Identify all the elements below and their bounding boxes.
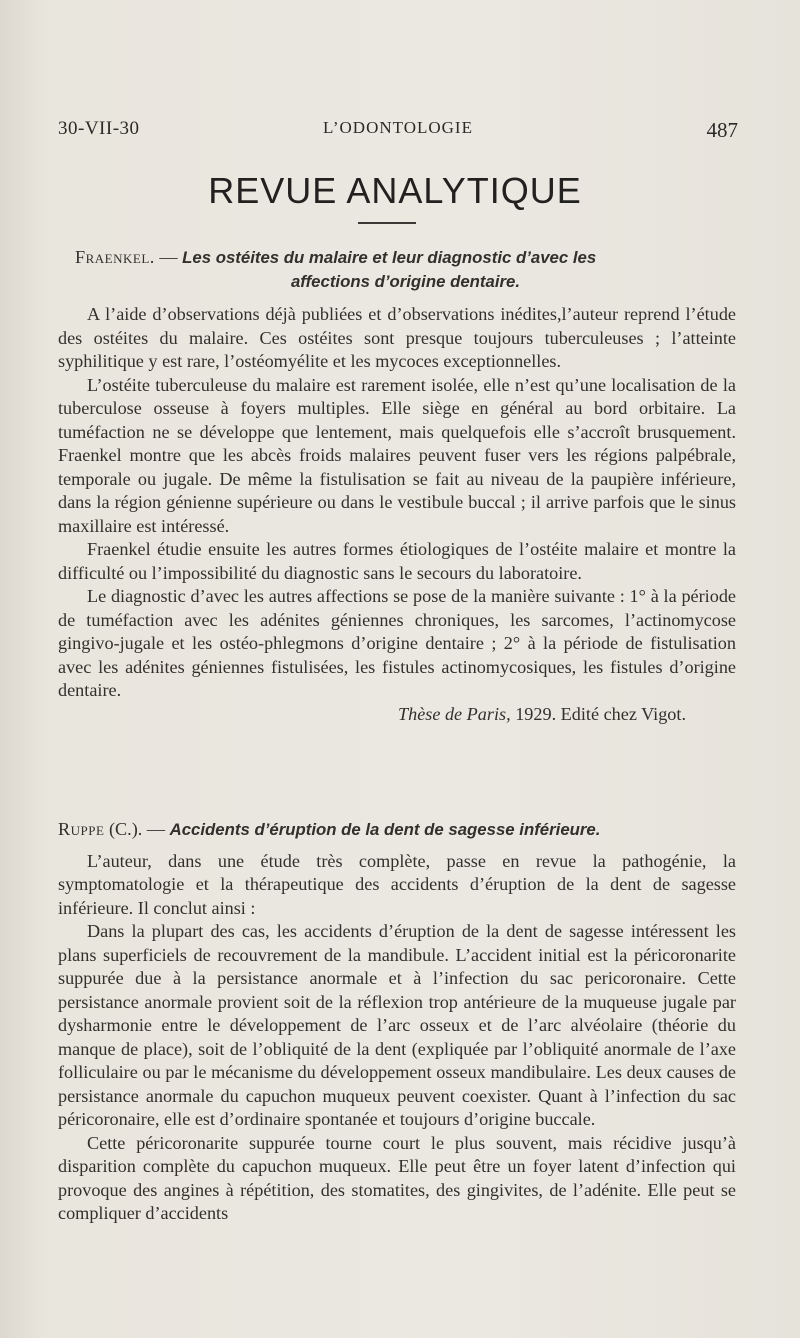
paragraph: Cette péricoronarite suppurée tourne court le plus souvent, mais récidive jusqu’à disparition complète du capuchon muqueux. Elle peut être un foyer latent d’infection qui provoque des angines à répétition, des stomatites, des gingivites, de l’adénite. Elle peut se compliquer d’accidents bbox=[58, 1132, 736, 1223]
source-publication: Thèse de Paris, bbox=[397, 703, 511, 724]
paragraph: Fraenkel étudie ensuite les autres formes étiologiques de l’ostéite malaire et montre la difficulté ou l’impossibilité du diagnostic sans le secours du laboratoire. bbox=[58, 539, 736, 583]
review-ruppe bbox=[58, 818, 736, 1226]
header-date: 30-VII-30 bbox=[58, 118, 140, 139]
review-source bbox=[58, 703, 736, 727]
heading-dash: — bbox=[154, 247, 183, 267]
section-title: REVUE ANALYTIQUE bbox=[208, 170, 582, 211]
source-details: 1929. Edité chez Vigot. bbox=[510, 703, 686, 724]
running-header bbox=[58, 118, 738, 142]
paragraph: Dans la plupart des cas, les accidents d’éruption de la dent de sagesse intéressent les plans superficiels de recouvrement de la mandibule. L’accident initial est la péricoronarite suppurée due à la persistance anormale et à l’infection du sac pericoronaire. Cette persistance anormale provient soit de la réflexion trop antérieure de la muqueuse jugale par dysharmonie entre le développement de l’arc osseux et de l’arc alvéolaire (théorie du manque de place), soit de l’obliquité de la dent (expliquée par l’obliquité anormale de l’axe folliculaire ou par le mécanisme du développement osseux mandibulaire. Les deux causes de persistance anormale du capuchon muqueux peuvent coexister. Quant à l’infection du sac péricoronaire, elle est d’ordinaire spontanée et toujours d’origine buccale. bbox=[58, 921, 736, 1129]
review-heading bbox=[58, 818, 736, 842]
review-title-line1: Les ostéites du malaire et leur diagnostic d’avec les bbox=[182, 248, 597, 267]
paragraph: L’ostéite tuberculeuse du malaire est rarement isolée, elle n’est qu’une localisation de la tuberculose osseuse à foyers multiples. Elle siège en général au bord orbitaire. La tuméfaction ne se développe que lentement, mais quelquefois elle s’accroît brusquement. Fraenkel montre que les abcès froids malaires peuvent fuser vers les régions palpébrale, temporale ou jugale. De même la fistulisation se fait au niveau de la paupière inférieure, dans la région génienne supérieure ou dans le vestibule buccal ; il arrive parfois que le sinus maxillaire est intéressé. bbox=[58, 374, 736, 536]
review-heading bbox=[58, 246, 736, 293]
paragraph: Le diagnostic d’avec les autres affections se pose de la manière suivante : 1° à la période de tuméfaction avec les adénites géniennes chroniques, les sarcomes, l’actinomycose gingivo-jugale et les ostéo-phlegmons d’origine dentaire ; 2° à la période de fistulisation avec les adénites géniennes fistulisées, les fistules actinomycosiques, les fistules d’origine dentaire. bbox=[58, 586, 736, 700]
title-divider bbox=[358, 222, 416, 224]
review-author: Fraenkel. bbox=[75, 247, 155, 267]
paragraph: A l’aide d’observations déjà publiées et d’observations inédites,l’auteur reprend l’étude des ostéites du malaire. Ces ostéites sont presque toujours tuberculeuses ; l’atteinte syphilitique y est rare, l’ostéomyélite et les mycoces exceptionnelles. bbox=[58, 304, 736, 371]
review-title-line2: affections d’origine dentaire. bbox=[290, 271, 521, 291]
header-journal-name: L’ODONTOLOGIE bbox=[323, 118, 473, 137]
author-initial: (C.). — bbox=[104, 819, 170, 839]
review-fraenkel bbox=[58, 246, 736, 726]
paragraph: L’auteur, dans une étude très complète, passe en revue la pathogénie, la symptomatologie et la thérapeutique des accidents d’éruption de la dent de sagesse inférieure. Il conclut ainsi : bbox=[58, 850, 736, 918]
review-author: Ruppe bbox=[58, 819, 105, 839]
review-title: Accidents d’éruption de la dent de sagesse inférieure. bbox=[169, 820, 601, 839]
header-page-number: 487 bbox=[706, 118, 738, 142]
